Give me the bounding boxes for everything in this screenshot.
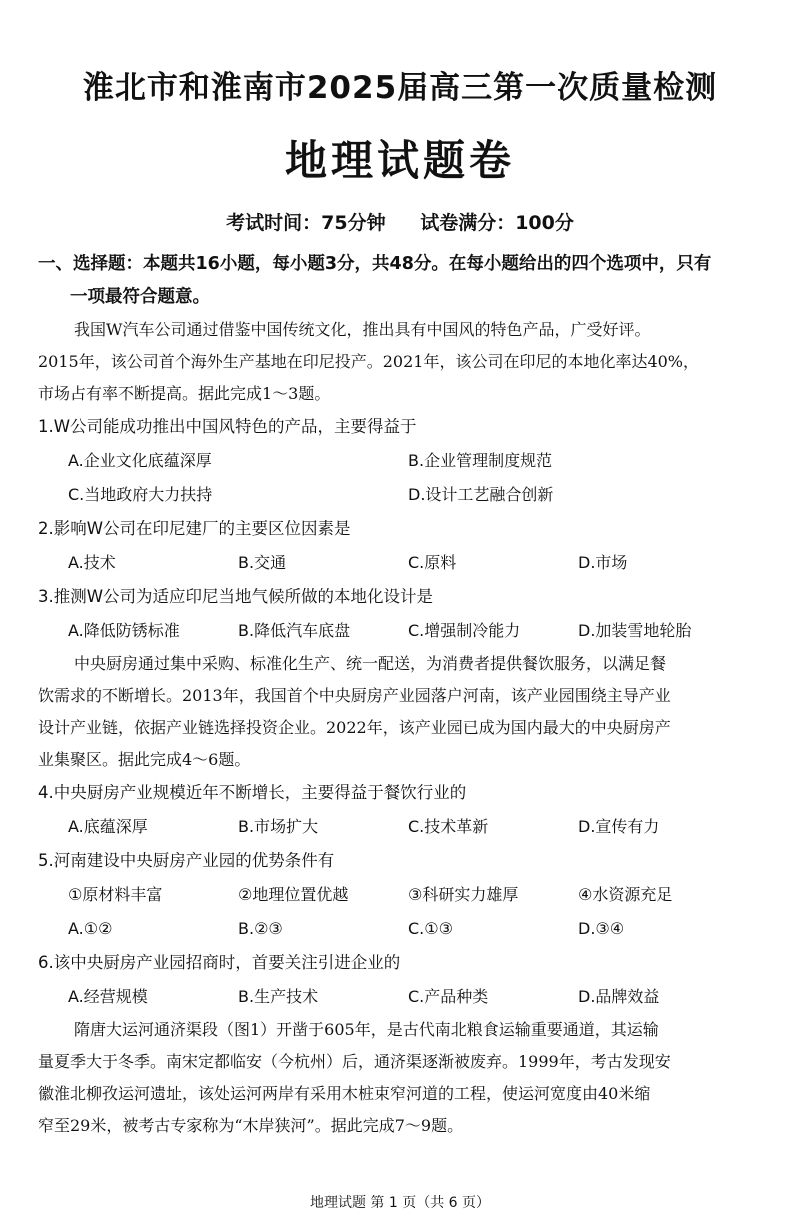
passage-line: 量夏季大于冬季。南宋定都临安（今杭州）后，通济渠逐渐被废弃。1999年，考古发现安	[38, 1052, 671, 1071]
passage-line: 业集聚区。据此完成4～6题。	[38, 750, 251, 769]
question-6-options	[38, 980, 770, 1014]
passage-line: 窄至29米，被考古专家称为“木岸狭河”。据此完成7～9题。	[38, 1116, 464, 1135]
item-3: ③科研实力雄厚	[408, 885, 519, 904]
option-d: D.③④	[578, 919, 625, 938]
option-b: B.生产技术	[238, 987, 319, 1006]
exam-content	[38, 248, 770, 1142]
section-heading	[38, 248, 770, 314]
passage-line: 设计产业链，依据产业链选择投资企业。2022年，该产业园已成为国内最大的中央厨房产	[38, 718, 671, 737]
option-d: D.设计工艺融合创新	[408, 485, 554, 504]
exam-header-title: 淮北市和淮南市2025届高三第一次质量检测	[82, 70, 718, 106]
option-a: A.降低防锈标准	[68, 621, 180, 640]
question-2-stem: 2.影响W公司在印尼建厂的主要区位因素是	[38, 519, 351, 538]
option-c: C.当地政府大力扶持	[68, 485, 213, 504]
option-a: A.底蕴深厚	[68, 817, 148, 836]
question-1-stem: 1.W公司能成功推出中国风特色的产品，主要得益于	[38, 417, 417, 436]
option-c: C.原料	[408, 553, 457, 572]
option-c: C.产品种类	[408, 987, 489, 1006]
exam-time: 考试时间：75分钟	[226, 212, 386, 234]
option-a: A.企业文化底蕴深厚	[68, 451, 212, 470]
question-6-stem: 6.该中央厨房产业园招商时，首要关注引进企业的	[38, 953, 401, 972]
passage-2	[38, 648, 770, 776]
question-1-options	[38, 444, 770, 512]
passage-line: 市场占有率不断提高。据此完成1～3题。	[38, 384, 331, 403]
passage-line: 我国W汽车公司通过借鉴中国传统文化，推出具有中国风的特色产品，广受好评。	[74, 320, 651, 339]
section-heading-line2: 一项最符合题意。	[70, 287, 210, 307]
page-footer: 地理试题 第 1 页（共 6 页）	[309, 1195, 491, 1211]
option-d: D.加装雪地轮胎	[578, 621, 692, 640]
passage-3	[38, 1014, 770, 1142]
item-4: ④水资源充足	[578, 885, 673, 904]
question-2-options	[38, 546, 770, 580]
question-5-options	[38, 912, 770, 946]
question-5-stem: 5.河南建设中央厨房产业园的优势条件有	[38, 851, 335, 870]
item-2: ②地理位置优越	[238, 885, 349, 904]
question-3-options	[38, 614, 770, 648]
subject-title: 地理试题卷	[284, 136, 515, 185]
option-b: B.降低汽车底盘	[238, 621, 351, 640]
item-1: ①原材料丰富	[68, 885, 163, 904]
option-d: D.市场	[578, 553, 628, 572]
passage-1	[38, 314, 770, 410]
option-c: C.①③	[408, 919, 453, 938]
question-4-options	[38, 810, 770, 844]
option-b: B.企业管理制度规范	[408, 451, 553, 470]
option-a: A.①②	[68, 919, 113, 938]
option-b: B.②③	[238, 919, 283, 938]
passage-line: 2015年，该公司首个海外生产基地在印尼投产。2021年，该公司在印尼的本地化率达40%，	[38, 352, 700, 371]
option-c: C.技术革新	[408, 817, 489, 836]
option-b: B.市场扩大	[238, 817, 319, 836]
passage-line: 饮需求的不断增长。2013年，我国首个中央厨房产业园落户河南，该产业园围绕主导产业	[38, 686, 671, 705]
question-4-stem: 4.中央厨房产业规模近年不断增长，主要得益于餐饮行业的	[38, 783, 467, 802]
option-c: C.增强制冷能力	[408, 621, 521, 640]
passage-line: 隋唐大运河通济渠段（图1）开凿于605年，是古代南北粮食运输重要通道，其运输	[74, 1020, 659, 1039]
passage-line: 中央厨房通过集中采购、标准化生产、统一配送，为消费者提供餐饮服务，以满足餐	[74, 654, 667, 673]
full-score: 试卷满分：100分	[420, 212, 574, 234]
question-3-stem: 3.推测W公司为适应印尼当地气候所做的本地化设计是	[38, 587, 434, 606]
option-d: D.品牌效益	[578, 987, 660, 1006]
exam-info	[0, 208, 800, 235]
option-a: A.经营规模	[68, 987, 148, 1006]
option-d: D.宣传有力	[578, 817, 660, 836]
question-5-items	[38, 878, 770, 912]
option-a: A.技术	[68, 553, 116, 572]
option-b: B.交通	[238, 553, 287, 572]
passage-line: 徽淮北柳孜运河遗址，该处运河两岸有采用木桩束窄河道的工程，使运河宽度由40米缩	[38, 1084, 651, 1103]
section-heading-line1: 一、选择题：本题共16小题，每小题3分，共48分。在每小题给出的四个选项中，只有	[38, 254, 712, 274]
